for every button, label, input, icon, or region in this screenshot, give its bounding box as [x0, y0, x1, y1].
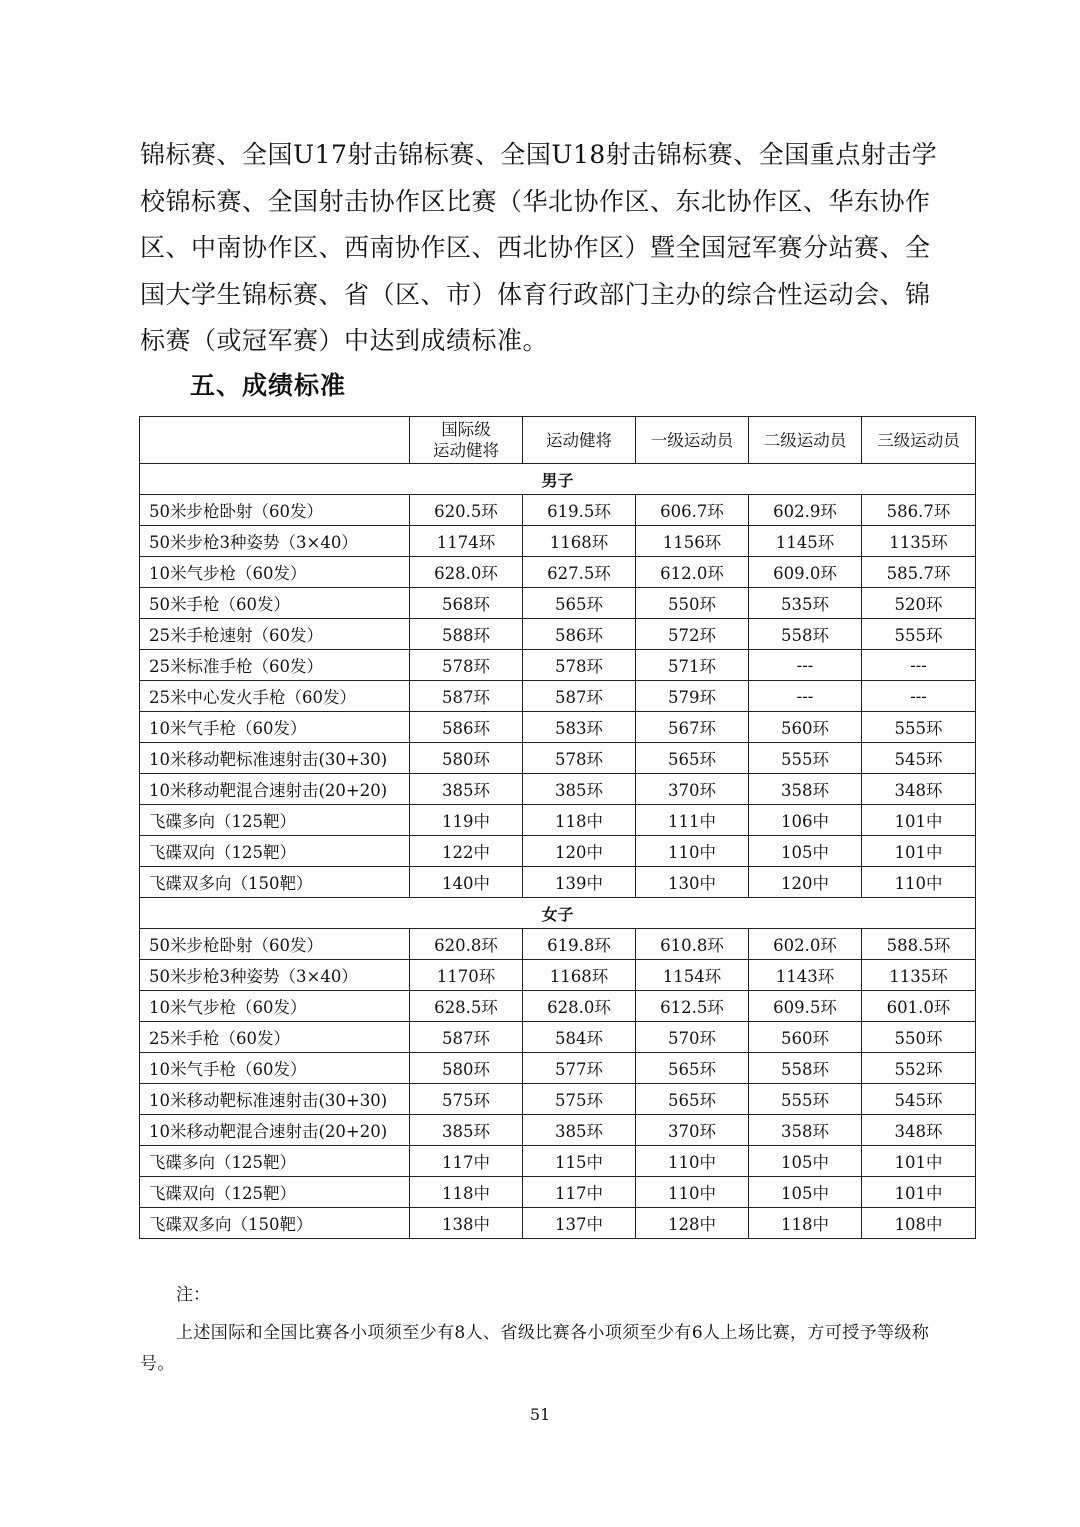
first-class-cell: 612.5环: [636, 991, 749, 1022]
international-master-cell: 122中: [410, 836, 523, 867]
second-class-cell: 120中: [749, 867, 862, 898]
master-cell: 1168环: [523, 526, 636, 557]
third-class-cell: 101中: [862, 805, 976, 836]
second-class-cell: 609.5环: [749, 991, 862, 1022]
event-cell: 10米气手枪（60发）: [140, 712, 410, 743]
international-master-cell: 587环: [410, 681, 523, 712]
event-cell: 25米手枪（60发）: [140, 1022, 410, 1053]
second-class-cell: 560环: [749, 1022, 862, 1053]
table-row: [140, 1115, 976, 1146]
section-heading: 五、成绩标准: [190, 371, 347, 400]
event-cell: 50米步枪3种姿势（3×40）: [140, 526, 410, 557]
table-row: [140, 774, 976, 805]
international-master-cell: 118中: [410, 1177, 523, 1208]
event-cell: 10米移动靶标准速射击(30+30): [140, 1084, 410, 1115]
table-row: [140, 526, 976, 557]
note-label: 注：: [176, 1285, 210, 1305]
international-master-cell: 578环: [410, 650, 523, 681]
event-cell: 25米标准手枪（60发）: [140, 650, 410, 681]
international-master-cell: 580环: [410, 743, 523, 774]
first-class-cell: 110中: [636, 836, 749, 867]
first-class-cell: 128中: [636, 1208, 749, 1239]
international-master-cell: 138中: [410, 1208, 523, 1239]
international-master-cell: 119中: [410, 805, 523, 836]
first-class-cell: 579环: [636, 681, 749, 712]
international-master-cell: 117中: [410, 1146, 523, 1177]
header-third-class: 三级运动员: [862, 417, 976, 464]
event-cell: 飞碟双多向（150靶）: [140, 867, 410, 898]
third-class-cell: 1135环: [862, 960, 976, 991]
international-master-cell: 575环: [410, 1084, 523, 1115]
table-row: [140, 867, 976, 898]
men-section-label: 男子: [140, 464, 976, 495]
first-class-cell: 571环: [636, 650, 749, 681]
third-class-cell: 585.7环: [862, 557, 976, 588]
second-class-cell: 358环: [749, 1115, 862, 1146]
event-cell: 飞碟双向（125靶）: [140, 1177, 410, 1208]
second-class-cell: 535环: [749, 588, 862, 619]
women-section-label: 女子: [140, 898, 976, 929]
third-class-cell: 555环: [862, 619, 976, 650]
table-row: [140, 743, 976, 774]
first-class-cell: 370环: [636, 774, 749, 805]
header-international-line1: 国际级: [441, 420, 491, 439]
table-row: [140, 712, 976, 743]
women-section-row: [140, 898, 976, 929]
table-row: [140, 805, 976, 836]
international-master-cell: 586环: [410, 712, 523, 743]
header-row: [140, 417, 976, 464]
second-class-cell: ---: [749, 681, 862, 712]
second-class-cell: 358环: [749, 774, 862, 805]
international-master-cell: 628.5环: [410, 991, 523, 1022]
second-class-cell: 1143环: [749, 960, 862, 991]
third-class-cell: 101中: [862, 1146, 976, 1177]
international-master-cell: 620.5环: [410, 495, 523, 526]
first-class-cell: 110中: [636, 1177, 749, 1208]
second-class-cell: 602.0环: [749, 929, 862, 960]
first-class-cell: 565环: [636, 1053, 749, 1084]
master-cell: 575环: [523, 1084, 636, 1115]
first-class-cell: 567环: [636, 712, 749, 743]
first-class-cell: 1154环: [636, 960, 749, 991]
first-class-cell: 572环: [636, 619, 749, 650]
event-cell: 50米步枪3种姿势（3×40）: [140, 960, 410, 991]
event-cell: 10米气步枪（60发）: [140, 991, 410, 1022]
master-cell: 137中: [523, 1208, 636, 1239]
second-class-cell: 1145环: [749, 526, 862, 557]
second-class-cell: 555环: [749, 743, 862, 774]
third-class-cell: 1135环: [862, 526, 976, 557]
master-cell: 586环: [523, 619, 636, 650]
second-class-cell: 602.9环: [749, 495, 862, 526]
event-cell: 10米移动靶混合速射击(20+20): [140, 774, 410, 805]
master-cell: 385环: [523, 1115, 636, 1146]
event-cell: 飞碟多向（125靶）: [140, 805, 410, 836]
international-master-cell: 1174环: [410, 526, 523, 557]
master-cell: 584环: [523, 1022, 636, 1053]
third-class-cell: 555环: [862, 712, 976, 743]
event-cell: 飞碟多向（125靶）: [140, 1146, 410, 1177]
master-cell: 619.5环: [523, 495, 636, 526]
first-class-cell: 606.7环: [636, 495, 749, 526]
event-cell: 飞碟双向（125靶）: [140, 836, 410, 867]
standards-table: [139, 416, 976, 1239]
third-class-cell: 550环: [862, 1022, 976, 1053]
master-cell: 565环: [523, 588, 636, 619]
second-class-cell: 558环: [749, 1053, 862, 1084]
event-cell: 25米手枪速射（60发）: [140, 619, 410, 650]
table-row: [140, 1208, 976, 1239]
third-class-cell: 348环: [862, 1115, 976, 1146]
event-cell: 50米步枪卧射（60发）: [140, 929, 410, 960]
second-class-cell: 105中: [749, 1146, 862, 1177]
first-class-cell: 130中: [636, 867, 749, 898]
first-class-cell: 550环: [636, 588, 749, 619]
third-class-cell: 348环: [862, 774, 976, 805]
master-cell: 578环: [523, 743, 636, 774]
table-row: [140, 588, 976, 619]
table-row: [140, 1084, 976, 1115]
table-body: [140, 464, 976, 1239]
second-class-cell: 609.0环: [749, 557, 862, 588]
second-class-cell: 105中: [749, 1177, 862, 1208]
header-event-blank: [140, 417, 410, 464]
third-class-cell: 520环: [862, 588, 976, 619]
third-class-cell: ---: [862, 681, 976, 712]
international-master-cell: 588环: [410, 619, 523, 650]
header-international-master: [410, 417, 523, 464]
international-master-cell: 628.0环: [410, 557, 523, 588]
first-class-cell: 565环: [636, 743, 749, 774]
first-class-cell: 612.0环: [636, 557, 749, 588]
second-class-cell: ---: [749, 650, 862, 681]
third-class-cell: ---: [862, 650, 976, 681]
table-row: [140, 619, 976, 650]
international-master-cell: 568环: [410, 588, 523, 619]
header-master: 运动健将: [523, 417, 636, 464]
event-cell: 10米移动靶标准速射击(30+30): [140, 743, 410, 774]
table-row: [140, 929, 976, 960]
first-class-cell: 370环: [636, 1115, 749, 1146]
first-class-cell: 110中: [636, 1146, 749, 1177]
international-master-cell: 385环: [410, 1115, 523, 1146]
men-section-row: [140, 464, 976, 495]
event-cell: 25米中心发火手枪（60发）: [140, 681, 410, 712]
table-row: [140, 650, 976, 681]
master-cell: 578环: [523, 650, 636, 681]
first-class-cell: 565环: [636, 1084, 749, 1115]
master-cell: 587环: [523, 681, 636, 712]
master-cell: 139中: [523, 867, 636, 898]
third-class-cell: 601.0环: [862, 991, 976, 1022]
third-class-cell: 545环: [862, 1084, 976, 1115]
third-class-cell: 101中: [862, 836, 976, 867]
event-cell: 飞碟双多向（150靶）: [140, 1208, 410, 1239]
event-cell: 50米步枪卧射（60发）: [140, 495, 410, 526]
third-class-cell: 588.5环: [862, 929, 976, 960]
table-row: [140, 681, 976, 712]
master-cell: 577环: [523, 1053, 636, 1084]
table-row: [140, 991, 976, 1022]
international-master-cell: 620.8环: [410, 929, 523, 960]
second-class-cell: 555环: [749, 1084, 862, 1115]
third-class-cell: 110中: [862, 867, 976, 898]
second-class-cell: 106中: [749, 805, 862, 836]
intro-paragraph: 锦标赛、全国U17射击锦标赛、全国U18射击锦标赛、全国重点射击学校锦标赛、全国射击协作区比赛（华北协作区、东北协作区、华东协作区、中南协作区、西南协作区、西北协作区）暨全国冠军赛分站赛、全国大学生锦标赛、省（区、市）体育行政部门主办的综合性运动会、锦标赛（或冠军赛）中达到成绩标准。: [140, 140, 938, 355]
table-row: [140, 1177, 976, 1208]
international-master-cell: 140中: [410, 867, 523, 898]
table-row: [140, 1053, 976, 1084]
master-cell: 627.5环: [523, 557, 636, 588]
master-cell: 583环: [523, 712, 636, 743]
first-class-cell: 111中: [636, 805, 749, 836]
second-class-cell: 105中: [749, 836, 862, 867]
second-class-cell: 558环: [749, 619, 862, 650]
header-international-line2: 运动健将: [433, 441, 499, 460]
note-text: 上述国际和全国比赛各小项须至少有8人、省级比赛各小项须至少有6人上场比赛，方可授予等级称号。: [140, 1323, 930, 1374]
master-cell: 619.8环: [523, 929, 636, 960]
third-class-cell: 545环: [862, 743, 976, 774]
international-master-cell: 587环: [410, 1022, 523, 1053]
first-class-cell: 570环: [636, 1022, 749, 1053]
third-class-cell: 552环: [862, 1053, 976, 1084]
first-class-cell: 610.8环: [636, 929, 749, 960]
international-master-cell: 385环: [410, 774, 523, 805]
international-master-cell: 1170环: [410, 960, 523, 991]
master-cell: 385环: [523, 774, 636, 805]
master-cell: 628.0环: [523, 991, 636, 1022]
page-number: 51: [529, 1405, 551, 1424]
table-row: [140, 836, 976, 867]
second-class-cell: 118中: [749, 1208, 862, 1239]
first-class-cell: 1156环: [636, 526, 749, 557]
second-class-cell: 560环: [749, 712, 862, 743]
table-row: [140, 960, 976, 991]
event-cell: 10米气手枪（60发）: [140, 1053, 410, 1084]
table-row: [140, 495, 976, 526]
international-master-cell: 580环: [410, 1053, 523, 1084]
master-cell: 115中: [523, 1146, 636, 1177]
third-class-cell: 108中: [862, 1208, 976, 1239]
table-row: [140, 1022, 976, 1053]
master-cell: 120中: [523, 836, 636, 867]
table-row: [140, 557, 976, 588]
event-cell: 10米移动靶混合速射击(20+20): [140, 1115, 410, 1146]
event-cell: 10米气步枪（60发）: [140, 557, 410, 588]
master-cell: 117中: [523, 1177, 636, 1208]
event-cell: 50米手枪（60发）: [140, 588, 410, 619]
third-class-cell: 101中: [862, 1177, 976, 1208]
table-row: [140, 1146, 976, 1177]
third-class-cell: 586.7环: [862, 495, 976, 526]
master-cell: 1168环: [523, 960, 636, 991]
header-first-class: 一级运动员: [636, 417, 749, 464]
header-second-class: 二级运动员: [749, 417, 862, 464]
master-cell: 118中: [523, 805, 636, 836]
